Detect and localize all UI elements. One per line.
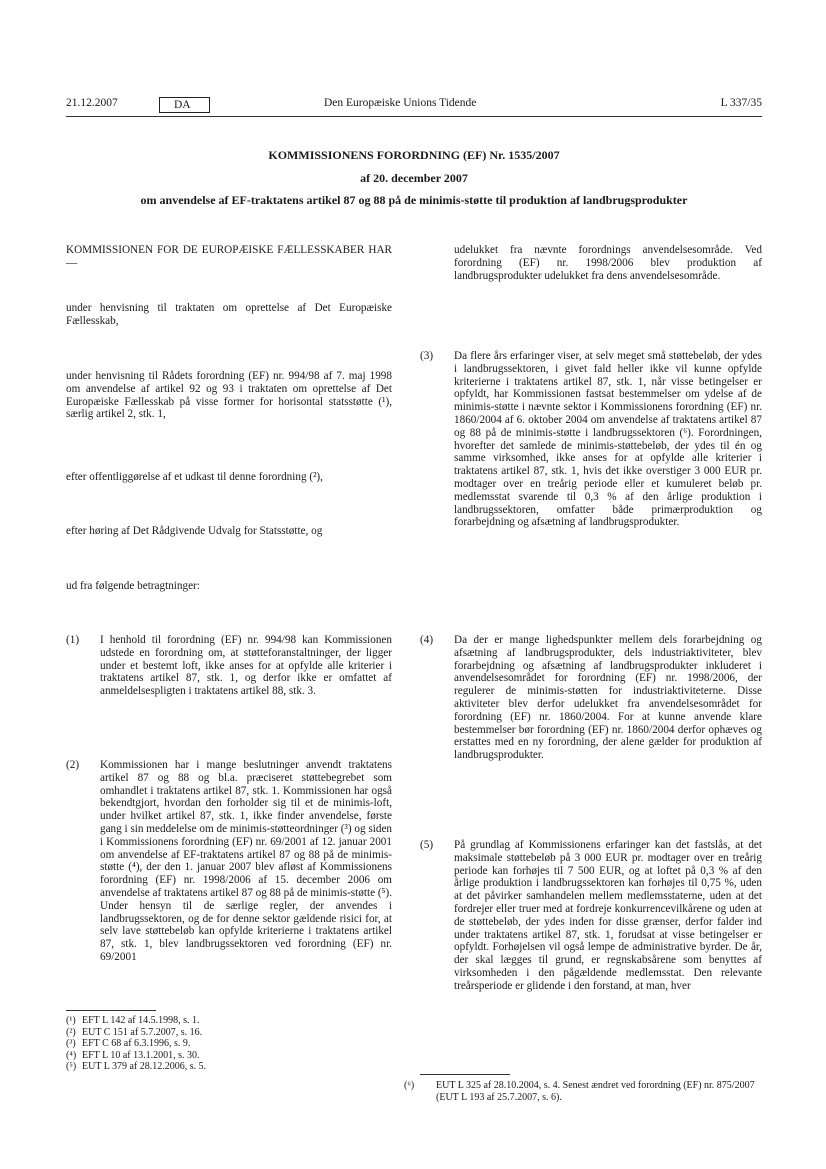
recital-2 [66,759,392,964]
regulation-date: af 20. december 2007 [360,171,468,185]
page-number: L 337/35 [720,97,762,109]
recital-number: (1) [66,634,80,646]
recital-number: (2) [66,759,80,771]
footnote-rule [66,1010,156,1011]
journal-name: Den Europæiske Unions Tidende [324,97,477,109]
header-date: 21.12.2007 [66,97,118,109]
recital-2-continued: udelukket fra nævnte forordnings anvendelsesområde. Ved forordning (EF) nr. 1998/2006 blev produktion af landbrugsprodukter udelukket fra dens anvendelsesområde. [454,244,762,282]
recital-4 [420,634,762,762]
regulation-subject: om anvendelse af EF-traktatens artikel 87 og 88 på de minimis-støtte til produktion af landbrugsprodukter [140,193,688,207]
left-visa-1: under henvisning til traktaten om oprettelse af Det Europæiske Fællesskab, [66,302,392,327]
recital-number: (4) [420,634,434,646]
left-visa-3: efter offentliggørelse af et udkast til denne forordning (²), [66,471,323,483]
language-code-box: DA [159,97,210,113]
left-visa-4: efter høring af Det Rådgivende Udvalg for Statsstøtte, og [66,525,323,537]
footnote-item: (⁴) EFT L 10 af 13.1.2001, s. 30. [66,1049,200,1061]
footnote-item: (⁶) EUT L 325 af 28.10.2004, s. 4. Senest ændret ved forordning (EF) nr. 875/2007 (EUT L 193 af 25.7.2007, s. 6). [404,1080,755,1103]
footnote-item: (³) EFT C 68 af 6.3.1996, s. 9. [66,1038,191,1050]
regulation-title: KOMMISSIONENS FORORDNING (EF) Nr. 1535/2007 [268,148,560,162]
footnote-item: (¹) EFT L 142 af 14.5.1998, s. 1. [66,1015,200,1026]
header-rule [66,116,762,117]
recital-text: Da flere års erfaringer viser, at selv meget små støttebeløb, der ydes i landbrugssektoren, i givet fald heller ikke vil kunne opfylde kriterierne i traktatens artikel 87, stk. 1, når visse betingelser er opfyldt, har Kommissionen fastsat bestemmelser om ydelse af de minimis-støtte i nævnte sektor i Kommissionens forordning (EF) nr. 1860/2004 af 6. oktober 2004 om anvendelse af traktatens artikel 87 og 88 på de minimis-støtte i landbrugssektoren (⁶). Forordningen, hvorefter det samlede de minimis-støttebeløb, der ydes til én og samme virksomhed, ikke anses for at opfylde alle kriterier i traktatens artikel 87, stk. 1, hvis det ikke overstiger 3 000 EUR pr. modtager over en treårig periode eller et kumuleret beløb pr. medlemsstat svarende til 0,3 % af den årlige produktion i landbrugssektoren, omfatter både primærproduktion og forarbejdning og afsætning af landbrugsprodukter. [454,350,762,529]
recital-number: (5) [420,839,434,851]
recital-1 [66,634,392,698]
recital-number: (3) [420,350,434,362]
recital-text: I henhold til forordning (EF) nr. 994/98 kan Kommissionen udstede en forordning om, at støtteforanstaltninger, der ligger under et bestemt loft, ikke anses for at opfylde alle kriterier i traktatens artikel 87, stk. 1, og derfor ikke er omfattet af anmeldelsespligten i traktatens artikel 88, stk. 3. [100,634,392,698]
footnotes-left [66,1015,392,1073]
footnotes-right [404,1080,762,1103]
recital-text: På grundlag af Kommissionens erfaringer kan det fastslås, at det maksimale støttebeløb på 3 000 EUR pr. modtager over en treårig periode kan forhøjes til 7 500 EUR, og at loftet på 0,3 % af den årlige produktion i landbrugssektoren kan forhøjes til 0,75 %, uden at det påvirker samhandelen mellem medlemsstaterne, uden at det fordrejer eller truer med at fordreje konkurrencevilkårene og uden at de støttebeløb, der ydes inden for disse grænser, derfor falder ind under traktatens artikel 87, stk. 1, forudsat at visse betingelser er opfyldt. Forhøjelsen vil også lempe de administrative byrder. De år, der skal lægges til grund, er regnskabsårene som benyttes af virksomheden i den pågældende medlemsstat. Den relevante treårsperiode er glidende i den forstand, at man, hver [454,839,762,992]
recital-3 [420,350,762,529]
footnote-item: (²) EUT C 151 af 5.7.2007, s. 16. [66,1026,203,1038]
footnote-item: (⁵) EUT L 379 af 28.12.2006, s. 5. [66,1061,207,1073]
recital-text: Kommissionen har i mange beslutninger anvendt traktatens artikel 87 og 88 og bl.a. præciseret støttebegrebet som omhandlet i traktatens artikel 87, stk. 1. Kommissionen har også bekendtgjort, hvordan den forholder sig til et de minimis-loft, under hvilket artikel 87, stk. 1, ikke finder anvendelse, første gang i sin meddelelse om de minimis-støtteordninger (³) og siden i Kommissionens forordning (EF) nr. 69/2001 af 12. januar 2001 om anvendelse af EF-traktatens artikel 87 og 88 på de minimis-støtte (⁴), der den 1. januar 2007 blev afløst af Kommissionens forordning (EF) nr. 1998/2006 af 15. december 2006 om anvendelse af traktatens artikel 87 og 88 på de minimis-støtte (⁵). Under hensyn til de særlige regler, der anvendes i landbrugssektoren, og de for denne sektor gældende risici for, at selv lave støttebeløb kan opfylde kriterierne i traktatens artikel 87, stk. 1, blev landbrugssektoren ved forordning (EF) nr. 69/2001 [100,759,393,963]
left-visa-2: under henvisning til Rådets forordning (EF) nr. 994/98 af 7. maj 1998 om anvendelse af artikel 92 og 93 i traktaten om oprettelse af Det Europæiske Fællesskab på visse former for horisontal statsstøtte (¹), særlig artikel 2, stk. 1, [66,370,392,421]
page-header [66,97,762,115]
left-visa-5: ud fra følgende betragtninger: [66,580,200,592]
recital-text: Da der er mange lighedspunkter mellem dels forarbejdning og afsætning af landbrugsprodukter, dels industriaktiviteter, blev forarbejdning og afsætning af landbrugsprodukter inkluderet i anvendelsesområdet for forordning (EF) nr. 1998/2006, der regulerer de minimis-støtten for industriaktiviteterne. Disse aktiviteter blev derfor udelukket fra anvendelsesområdet for forordning (EF) nr. 1860/2004. For at kunne anvende klare bestemmelser bør forordning (EF) nr. 1860/2004 derfor ophæves og erstattes med en ny forordning, der alene gælder for produktion af landbrugsprodukter. [454,634,762,762]
recital-5 [420,839,762,993]
footnote-rule [420,1074,510,1075]
left-intro: KOMMISSIONEN FOR DE EUROPÆISKE FÆLLESSKABER HAR — [66,244,392,269]
